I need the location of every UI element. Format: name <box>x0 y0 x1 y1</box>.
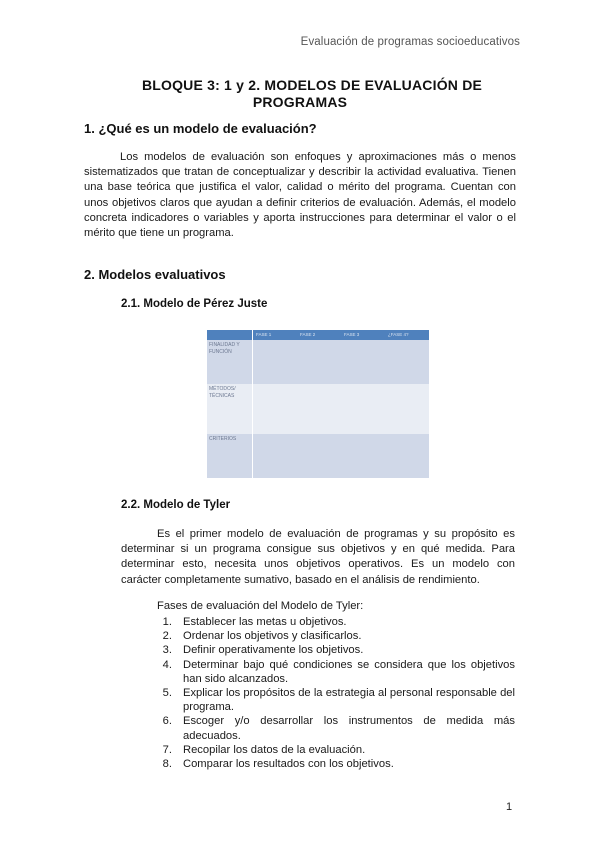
table-header-corner <box>207 330 253 340</box>
table-row-body <box>253 384 429 434</box>
table-row-label: MÉTODOS/ TÉCNICAS <box>207 384 253 434</box>
table-row-body <box>253 434 429 478</box>
subsection-2-1-heading: 2.1. Modelo de Pérez Juste <box>121 298 268 310</box>
tyler-paragraph-text: Es el primer modelo de evaluación de programas y su propósito es determinar si un programa consigue sus objetivos y en qué medida. Para determinar esto, necesita unos objetivos operativos. Es un modelo con carácter completamente sumativo, basado en el análisis de rendimiento. <box>121 528 515 586</box>
running-header: Evaluación de programas socioeducativos <box>300 36 520 48</box>
list-item-text: Explicar los propósitos de la estrategia al personal responsable del programa. <box>183 687 515 714</box>
list-item <box>157 686 515 714</box>
list-item <box>157 658 515 686</box>
subsection-2-2-heading: 2.2. Modelo de Tyler <box>121 499 231 511</box>
phases-intro: Fases de evaluación del Modelo de Tyler: <box>157 600 364 612</box>
table-header-fase-3: FASE 3 <box>344 332 360 337</box>
table-row-body <box>253 340 429 384</box>
list-item-text: Establecer las metas u objetivos. <box>183 616 347 628</box>
list-item-number: 6. <box>162 715 172 728</box>
list-item <box>157 643 515 657</box>
page-title <box>84 77 516 111</box>
list-item-text: Definir operativamente los objetivos. <box>183 644 364 657</box>
list-item-number: 1. <box>162 616 172 628</box>
list-item <box>157 743 515 757</box>
table-header-fase-1: FASE 1 <box>256 332 272 337</box>
list-item-text: Ordenar los objetivos y clasificarlos. <box>183 630 362 643</box>
title-line-1: BLOQUE 3: 1 y 2. MODELOS DE EVALUACIÓN DE <box>141 77 483 93</box>
list-item-text: Comparar los resultados con los objetivos. <box>183 758 394 771</box>
title-line-2: PROGRAMAS <box>252 94 348 110</box>
list-item <box>157 757 515 771</box>
table-header-fase-4: ¿FASE 4? <box>388 332 409 337</box>
list-item <box>157 629 515 643</box>
section-1-heading: 1. ¿Qué es un modelo de evaluación? <box>84 121 317 136</box>
page-number: 1 <box>506 801 513 813</box>
section-1-paragraph <box>84 150 516 241</box>
list-item-number: 7. <box>162 743 172 756</box>
table-row <box>207 384 429 434</box>
list-item-number: 5. <box>162 687 172 700</box>
list-item-number: 4. <box>162 658 172 671</box>
table-header-fase-2: FASE 2 <box>300 332 316 337</box>
table-row <box>207 434 429 478</box>
table-row-label: FINALIDAD Y FUNCIÓN <box>207 340 253 384</box>
table-row <box>207 340 429 384</box>
list-item-number: 8. <box>162 758 172 771</box>
list-item <box>157 714 515 742</box>
section-2-heading: 2. Modelos evaluativos <box>84 267 226 282</box>
tyler-paragraph <box>121 527 515 588</box>
list-item-number: 3. <box>162 644 172 657</box>
perez-juste-table-image <box>207 330 429 478</box>
list-item-text: Escoger y/o desarrollar los instrumentos de medida más adecuados. <box>183 715 515 742</box>
list-item-number: 2. <box>162 630 172 643</box>
list-item-text: Recopilar los datos de la evaluación. <box>183 743 366 756</box>
table-header-row <box>207 330 429 340</box>
section-1-paragraph-text: Los modelos de evaluación son enfoques y aproximaciones más o menos sistematizados que tratan de conceptualizar y describir la actividad evaluativa. Tienen una base teórica que justifica el valor, calidad o mérito del programa. Cuentan con unos objetivos claros que ayudan a definir criterios de evaluación. Además, el modelo concreta indicadores o variables y aporta instrucciones para determinar el valor o el mérito que tiene un programa. <box>84 151 516 240</box>
list-item-text: Determinar bajo qué condiciones se considera que los objetivos han sido alcanzados. <box>183 658 515 685</box>
table-row-label: CRITERIOS <box>207 434 253 478</box>
tyler-phases-list <box>157 615 515 771</box>
list-item <box>157 615 515 629</box>
